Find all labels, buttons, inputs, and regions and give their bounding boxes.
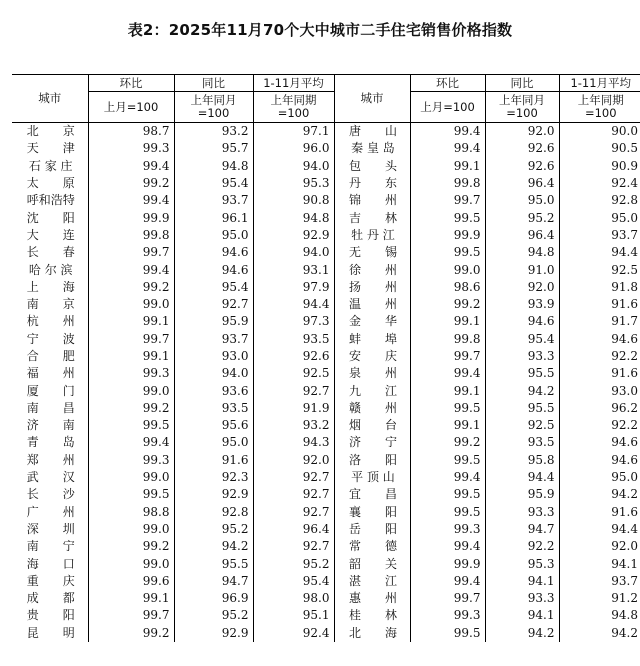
table-row <box>12 521 640 538</box>
yoy-value: 96.1 <box>174 209 253 226</box>
yoy-value: 96.4 <box>485 175 559 192</box>
avg-value: 98.0 <box>253 590 334 607</box>
mom-value: 99.2 <box>88 175 174 192</box>
avg-value: 95.3 <box>253 175 334 192</box>
yoy-value: 92.7 <box>174 296 253 313</box>
avg-value: 93.5 <box>253 331 334 348</box>
mom-value: 99.5 <box>410 452 485 469</box>
table-row <box>12 261 640 278</box>
city-column-header-right: 城市 <box>334 75 410 123</box>
mom-value: 99.0 <box>88 521 174 538</box>
price-index-table <box>12 74 640 642</box>
mom-value: 99.2 <box>410 296 485 313</box>
mom-value: 99.4 <box>88 192 174 209</box>
table-row <box>12 504 640 521</box>
mom-value: 99.5 <box>410 625 485 642</box>
mom-value: 99.0 <box>88 555 174 572</box>
avg-value: 95.0 <box>559 469 640 486</box>
avg-value: 91.6 <box>559 365 640 382</box>
city-name: 无 锡 <box>334 244 410 261</box>
city-name: 北 海 <box>334 625 410 642</box>
mom-value: 99.7 <box>88 331 174 348</box>
city-name: 牡 丹 江 <box>334 227 410 244</box>
avg-value: 92.7 <box>253 382 334 399</box>
mom-value: 99.2 <box>410 434 485 451</box>
avg-value: 97.9 <box>253 279 334 296</box>
mom-value: 98.7 <box>88 123 174 141</box>
yoy-value: 94.1 <box>485 607 559 624</box>
city-name: 桂 林 <box>334 607 410 624</box>
yoy-value: 93.3 <box>485 504 559 521</box>
mom-value: 98.8 <box>88 504 174 521</box>
avg-value: 91.8 <box>559 279 640 296</box>
avg-value: 90.0 <box>559 123 640 141</box>
city-column-header-left: 城市 <box>12 75 88 123</box>
avg-value: 94.4 <box>559 244 640 261</box>
avg-value: 95.1 <box>253 607 334 624</box>
mom-value: 99.3 <box>88 452 174 469</box>
city-name: 成 都 <box>26 591 75 606</box>
avg-value: 91.6 <box>559 296 640 313</box>
yoy-value: 94.8 <box>174 158 253 175</box>
yoy-base-line2: =100 <box>197 106 230 120</box>
avg-value: 95.4 <box>253 573 334 590</box>
yoy-value: 95.9 <box>174 313 253 330</box>
avg-value: 93.7 <box>559 227 640 244</box>
city-name: 锦 州 <box>334 192 410 209</box>
yoy-value: 94.2 <box>485 382 559 399</box>
yoy-value: 93.3 <box>485 590 559 607</box>
city-name: 上 海 <box>26 279 75 294</box>
yoy-header-left: 同比 <box>174 75 253 92</box>
avg-value: 94.0 <box>253 244 334 261</box>
table-row <box>12 140 640 157</box>
city-name: 吉 林 <box>334 209 410 226</box>
yoy-value: 92.9 <box>174 486 253 503</box>
avg-value: 94.4 <box>253 296 334 313</box>
mom-value: 99.4 <box>410 573 485 590</box>
yoy-value: 95.8 <box>485 452 559 469</box>
table-row <box>12 625 640 642</box>
city-name: 重 庆 <box>26 573 75 588</box>
city-name: 徐 州 <box>334 261 410 278</box>
city-name: 海 口 <box>26 556 75 571</box>
mom-value: 99.7 <box>88 607 174 624</box>
yoy-value: 91.6 <box>174 452 253 469</box>
avg-value: 94.2 <box>559 486 640 503</box>
yoy-value: 94.2 <box>174 538 253 555</box>
avg-value: 91.9 <box>253 400 334 417</box>
yoy-value: 92.0 <box>485 123 559 141</box>
mom-value: 99.2 <box>88 400 174 417</box>
yoy-value: 92.6 <box>485 140 559 157</box>
yoy-value: 95.2 <box>174 607 253 624</box>
yoy-value: 94.7 <box>485 521 559 538</box>
mom-value: 99.3 <box>88 140 174 157</box>
yoy-value: 92.0 <box>485 279 559 296</box>
mom-value: 99.5 <box>410 400 485 417</box>
city-name: 岳 阳 <box>334 521 410 538</box>
avg-value: 93.0 <box>559 382 640 399</box>
city-name: 韶 关 <box>334 555 410 572</box>
avg-value: 93.2 <box>253 417 334 434</box>
avg-value: 97.1 <box>253 123 334 141</box>
table-row <box>12 469 640 486</box>
table-row <box>12 538 640 555</box>
mom-value: 99.9 <box>410 555 485 572</box>
yoy-value: 95.6 <box>174 417 253 434</box>
yoy-base-left <box>174 92 253 123</box>
mom-value: 99.4 <box>410 123 485 141</box>
yoy-value: 94.6 <box>174 244 253 261</box>
avg-value: 92.4 <box>559 175 640 192</box>
mom-value: 99.1 <box>410 313 485 330</box>
yoy-value: 92.9 <box>174 625 253 642</box>
mom-value: 98.6 <box>410 279 485 296</box>
city-name: 武 汉 <box>26 470 75 485</box>
city-name: 襄 阳 <box>334 504 410 521</box>
table-row <box>12 400 640 417</box>
city-name: 青 岛 <box>26 435 75 450</box>
table-row <box>12 192 640 209</box>
mom-value: 99.5 <box>410 504 485 521</box>
avg-value: 94.0 <box>253 158 334 175</box>
table-row <box>12 555 640 572</box>
table-row <box>12 607 640 624</box>
avg-value: 95.0 <box>559 209 640 226</box>
city-name: 太 原 <box>26 176 75 191</box>
table-row <box>12 313 640 330</box>
mom-value: 99.5 <box>410 209 485 226</box>
mom-value: 99.9 <box>88 209 174 226</box>
mom-base-right: 上月=100 <box>410 92 485 123</box>
yoy-value: 92.3 <box>174 469 253 486</box>
mom-value: 99.7 <box>88 244 174 261</box>
yoy-value: 94.0 <box>174 365 253 382</box>
city-name: 平 顶 山 <box>334 469 410 486</box>
city-name: 赣 州 <box>334 400 410 417</box>
mom-value: 99.4 <box>410 140 485 157</box>
mom-value: 99.6 <box>88 573 174 590</box>
avg-value: 94.1 <box>559 555 640 572</box>
yoy-value: 94.2 <box>485 625 559 642</box>
city-name: 包 头 <box>334 158 410 175</box>
city-name: 南 宁 <box>26 539 75 554</box>
city-name: 南 京 <box>26 297 75 312</box>
city-name: 哈 尔 滨 <box>28 262 73 277</box>
mom-value: 99.3 <box>88 365 174 382</box>
avg-value: 92.2 <box>559 348 640 365</box>
city-name: 烟 台 <box>334 417 410 434</box>
yoy-value: 95.0 <box>174 227 253 244</box>
yoy-value: 92.8 <box>174 504 253 521</box>
city-name: 宜 昌 <box>334 486 410 503</box>
avg-value: 96.4 <box>253 521 334 538</box>
avg-value: 93.1 <box>253 261 334 278</box>
avg-base-line2: =100 <box>277 106 310 120</box>
city-name: 蚌 埠 <box>334 331 410 348</box>
avg-value: 94.8 <box>253 209 334 226</box>
mom-value: 99.2 <box>88 279 174 296</box>
avg-header-right: 1-11月平均 <box>559 75 640 92</box>
avg-value: 94.6 <box>559 452 640 469</box>
table-row <box>12 382 640 399</box>
yoy-value: 93.5 <box>174 400 253 417</box>
mom-value: 99.7 <box>410 192 485 209</box>
table-row <box>12 296 640 313</box>
mom-value: 99.4 <box>88 261 174 278</box>
mom-value: 99.1 <box>88 590 174 607</box>
city-name: 泉 州 <box>334 365 410 382</box>
avg-value: 94.4 <box>559 521 640 538</box>
city-name: 安 庆 <box>334 348 410 365</box>
mom-base-left: 上月=100 <box>88 92 174 123</box>
yoy-value: 93.6 <box>174 382 253 399</box>
city-name: 贵 阳 <box>26 608 75 623</box>
mom-value: 99.5 <box>410 244 485 261</box>
city-name: 唐 山 <box>334 123 410 141</box>
yoy-value: 94.6 <box>485 313 559 330</box>
yoy-value: 95.0 <box>485 192 559 209</box>
mom-value: 99.0 <box>88 382 174 399</box>
avg-base-line1: 上年同期 <box>270 93 317 107</box>
avg-value: 92.0 <box>559 538 640 555</box>
mom-value: 99.4 <box>88 158 174 175</box>
yoy-value: 96.9 <box>174 590 253 607</box>
table-row <box>12 279 640 296</box>
yoy-value: 95.2 <box>485 209 559 226</box>
avg-value: 97.3 <box>253 313 334 330</box>
avg-value: 94.6 <box>559 331 640 348</box>
mom-header-left: 环比 <box>88 75 174 92</box>
city-name: 郑 州 <box>26 452 75 467</box>
yoy-value: 93.7 <box>174 192 253 209</box>
avg-value: 92.7 <box>253 504 334 521</box>
city-name: 九 江 <box>334 382 410 399</box>
avg-value: 91.2 <box>559 590 640 607</box>
yoy-value: 95.7 <box>174 140 253 157</box>
table-row <box>12 331 640 348</box>
avg-value: 90.5 <box>559 140 640 157</box>
avg-value: 90.9 <box>559 158 640 175</box>
city-name: 呼和浩特 <box>26 193 75 208</box>
city-name: 湛 江 <box>334 573 410 590</box>
yoy-base-line1: 上年同月 <box>499 93 545 107</box>
yoy-value: 93.2 <box>174 123 253 141</box>
table-row <box>12 348 640 365</box>
yoy-value: 96.4 <box>485 227 559 244</box>
avg-value: 92.6 <box>253 348 334 365</box>
avg-value: 92.5 <box>559 261 640 278</box>
mom-value: 99.7 <box>410 348 485 365</box>
city-name: 昆 明 <box>26 625 75 640</box>
city-name: 惠 州 <box>334 590 410 607</box>
avg-value: 94.8 <box>559 607 640 624</box>
table-title: 表2：2025年11月70个大中城市二手住宅销售价格指数 <box>127 21 513 39</box>
city-name: 大 连 <box>26 227 75 242</box>
yoy-value: 93.3 <box>485 348 559 365</box>
avg-header-left: 1-11月平均 <box>253 75 334 92</box>
avg-value: 96.2 <box>559 400 640 417</box>
city-name: 福 州 <box>26 366 75 381</box>
mom-value: 99.2 <box>88 538 174 555</box>
yoy-value: 93.5 <box>485 434 559 451</box>
avg-value: 92.4 <box>253 625 334 642</box>
city-name: 北 京 <box>26 124 75 139</box>
mom-value: 99.3 <box>410 607 485 624</box>
table-row <box>12 365 640 382</box>
mom-value: 99.5 <box>88 417 174 434</box>
table-row <box>12 227 640 244</box>
avg-value: 92.2 <box>559 417 640 434</box>
avg-base-left <box>253 92 334 123</box>
avg-value: 96.0 <box>253 140 334 157</box>
yoy-value: 95.5 <box>174 555 253 572</box>
mom-value: 99.1 <box>410 417 485 434</box>
mom-value: 99.1 <box>410 158 485 175</box>
avg-value: 92.7 <box>253 486 334 503</box>
mom-value: 99.8 <box>410 331 485 348</box>
yoy-value: 91.0 <box>485 261 559 278</box>
avg-value: 94.3 <box>253 434 334 451</box>
yoy-value: 92.2 <box>485 538 559 555</box>
mom-value: 99.5 <box>410 486 485 503</box>
table-row <box>12 486 640 503</box>
table-row <box>12 573 640 590</box>
yoy-value: 95.9 <box>485 486 559 503</box>
yoy-value: 95.0 <box>174 434 253 451</box>
avg-value: 94.6 <box>559 434 640 451</box>
table-row <box>12 209 640 226</box>
yoy-value: 94.7 <box>174 573 253 590</box>
table-body <box>12 123 640 642</box>
table-row <box>12 158 640 175</box>
city-name: 金 华 <box>334 313 410 330</box>
mom-value: 99.0 <box>88 469 174 486</box>
avg-value: 91.6 <box>559 504 640 521</box>
mom-value: 99.4 <box>410 538 485 555</box>
table-row <box>12 244 640 261</box>
city-name: 厦 门 <box>26 383 75 398</box>
table-row <box>12 417 640 434</box>
avg-value: 92.0 <box>253 452 334 469</box>
mom-value: 99.7 <box>410 590 485 607</box>
avg-value: 92.9 <box>253 227 334 244</box>
table-row <box>12 452 640 469</box>
city-name: 深 圳 <box>26 521 75 536</box>
yoy-header-right: 同比 <box>485 75 559 92</box>
mom-value: 99.9 <box>410 227 485 244</box>
avg-value: 92.5 <box>253 365 334 382</box>
avg-value: 92.7 <box>253 538 334 555</box>
avg-base-line1: 上年同期 <box>577 93 624 107</box>
avg-value: 94.2 <box>559 625 640 642</box>
avg-base-right <box>559 92 640 123</box>
avg-value: 90.8 <box>253 192 334 209</box>
mom-value: 99.4 <box>410 365 485 382</box>
avg-value: 92.7 <box>253 469 334 486</box>
mom-value: 99.2 <box>88 625 174 642</box>
avg-value: 92.8 <box>559 192 640 209</box>
mom-value: 99.1 <box>88 348 174 365</box>
mom-value: 99.1 <box>88 313 174 330</box>
avg-value: 93.7 <box>559 573 640 590</box>
city-name: 沈 阳 <box>26 210 75 225</box>
mom-value: 99.4 <box>410 469 485 486</box>
yoy-base-right <box>485 92 559 123</box>
table-row <box>12 175 640 192</box>
yoy-value: 92.5 <box>485 417 559 434</box>
city-name: 石 家 庄 <box>28 158 73 173</box>
yoy-base-line1: 上年同月 <box>190 93 237 107</box>
mom-value: 99.4 <box>88 434 174 451</box>
avg-value: 91.7 <box>559 313 640 330</box>
yoy-value: 95.2 <box>174 521 253 538</box>
yoy-value: 93.0 <box>174 348 253 365</box>
yoy-value: 95.4 <box>485 331 559 348</box>
avg-value: 95.2 <box>253 555 334 572</box>
yoy-value: 93.7 <box>174 331 253 348</box>
mom-value: 99.8 <box>88 227 174 244</box>
city-name: 温 州 <box>334 296 410 313</box>
yoy-base-line2: =100 <box>506 106 538 120</box>
city-name: 长 春 <box>26 245 75 260</box>
yoy-value: 94.8 <box>485 244 559 261</box>
city-name: 秦 皇 岛 <box>334 140 410 157</box>
city-name: 扬 州 <box>334 279 410 296</box>
city-name: 长 沙 <box>26 487 75 502</box>
table-row <box>12 123 640 141</box>
city-name: 丹 东 <box>334 175 410 192</box>
table-row <box>12 434 640 451</box>
yoy-value: 93.9 <box>485 296 559 313</box>
yoy-value: 95.4 <box>174 279 253 296</box>
mom-header-right: 环比 <box>410 75 485 92</box>
table-row <box>12 590 640 607</box>
mom-value: 99.3 <box>410 521 485 538</box>
mom-value: 99.5 <box>88 486 174 503</box>
yoy-value: 95.5 <box>485 365 559 382</box>
city-name: 南 昌 <box>26 400 75 415</box>
yoy-value: 92.6 <box>485 158 559 175</box>
city-name: 济 南 <box>26 418 75 433</box>
yoy-value: 94.6 <box>174 261 253 278</box>
mom-value: 99.1 <box>410 382 485 399</box>
yoy-value: 95.4 <box>174 175 253 192</box>
mom-value: 99.8 <box>410 175 485 192</box>
yoy-value: 94.1 <box>485 573 559 590</box>
city-name: 杭 州 <box>26 314 75 329</box>
avg-base-line2: =100 <box>584 106 617 120</box>
city-name: 常 德 <box>334 538 410 555</box>
city-name: 合 肥 <box>26 349 75 363</box>
city-name: 天 津 <box>26 141 75 156</box>
city-name: 广 州 <box>26 504 75 519</box>
city-name: 宁 波 <box>26 331 75 346</box>
yoy-value: 95.3 <box>485 555 559 572</box>
city-name: 洛 阳 <box>334 452 410 469</box>
yoy-value: 94.4 <box>485 469 559 486</box>
mom-value: 99.0 <box>410 261 485 278</box>
mom-value: 99.0 <box>88 296 174 313</box>
yoy-value: 95.5 <box>485 400 559 417</box>
city-name: 济 宁 <box>334 434 410 451</box>
